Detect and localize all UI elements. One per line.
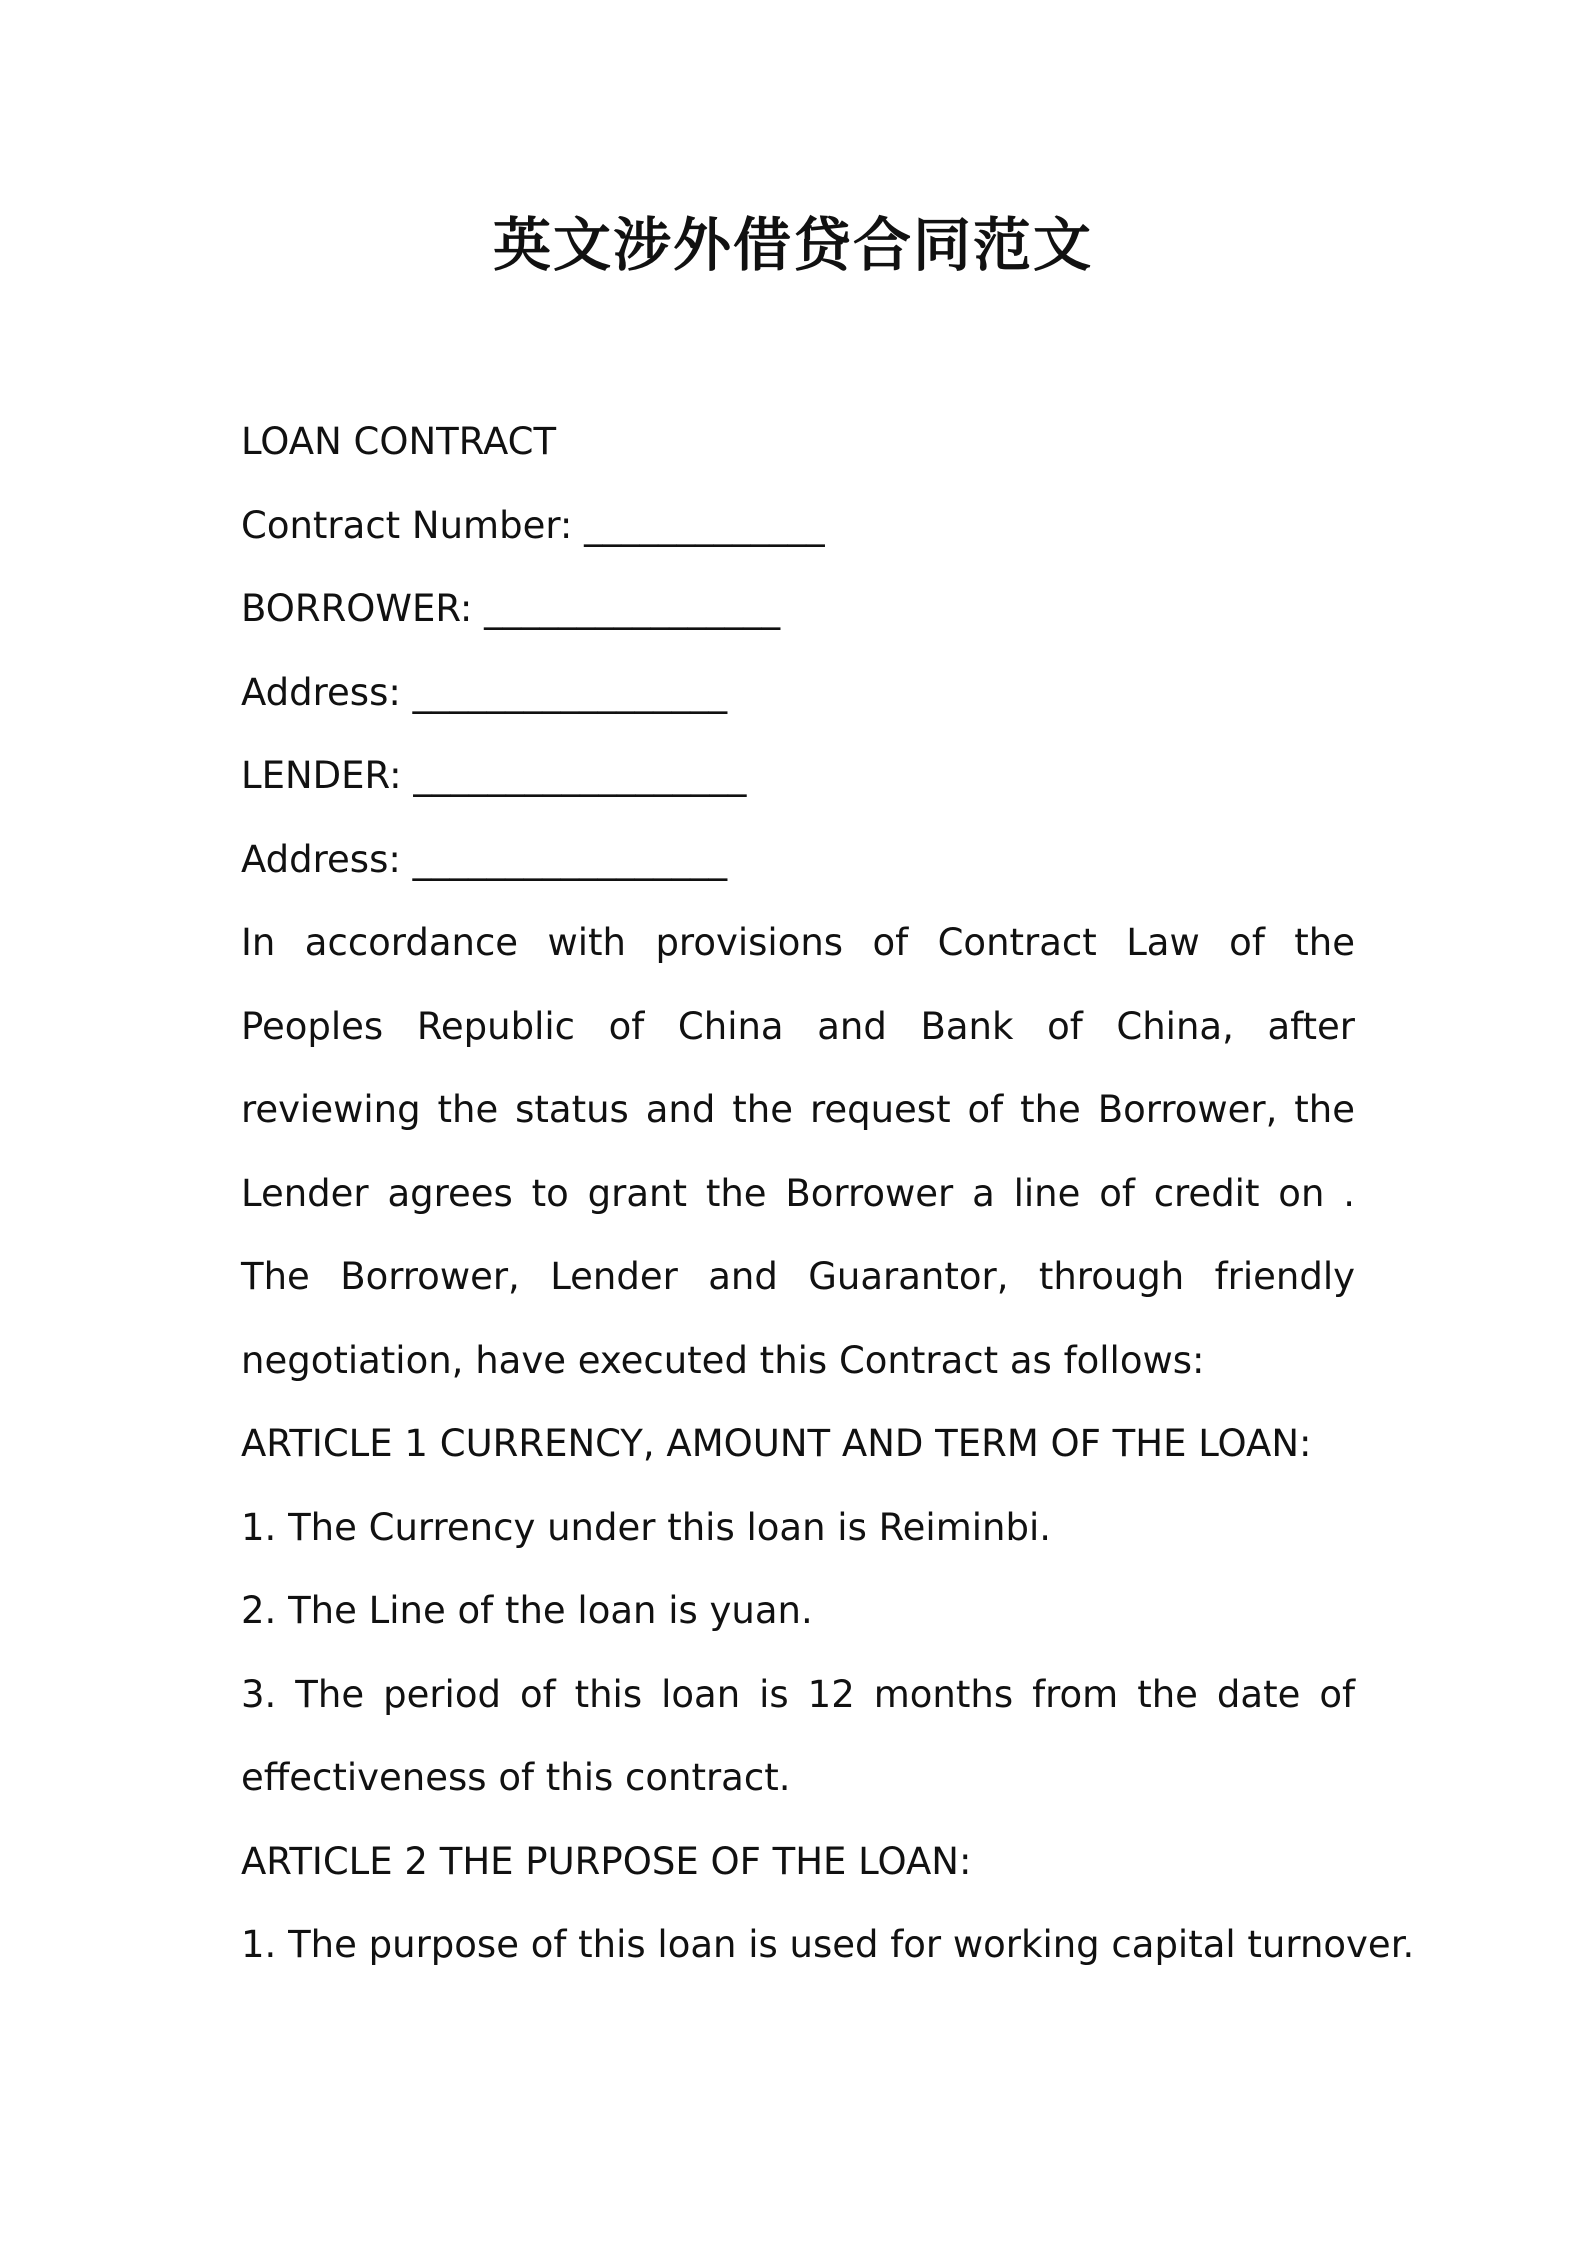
document-body xyxy=(241,400,1415,1987)
contract-number-line: Contract Number: _____________ xyxy=(241,503,825,547)
document-title: 英文涉外借贷合同范文 xyxy=(492,211,1093,279)
contract-heading: LOAN CONTRACT xyxy=(241,420,557,463)
article-2-heading: ARTICLE 2 THE PURPOSE OF THE LOAN: xyxy=(241,1839,972,1883)
lender-address-line: Address: _________________ xyxy=(241,837,728,881)
article-1-item-2: 2. The Line of the loan is yuan. xyxy=(241,1589,813,1632)
borrower-address-line: Address: _________________ xyxy=(241,670,728,714)
article-1-item-3: 3. The period of this loan is 12 months from the date of effectiveness of this contract. xyxy=(241,1672,1355,1799)
borrower-line: BORROWER: ________________ xyxy=(241,587,781,630)
article-2-item-1: 1. The purpose of this loan is used for working capital turnover. xyxy=(241,1923,1415,1966)
article-1-item-1: 1. The Currency under this loan is Reiminbi. xyxy=(241,1505,1052,1549)
article-1-heading: ARTICLE 1 CURRENCY, AMOUNT AND TERM OF THE LOAN: xyxy=(241,1422,1312,1465)
intro-paragraph: In accordance with provisions of Contract Law of the Peoples Republic of China and Bank of China, after reviewing the status and the request of the Borrower, the Lender agrees to grant the Borrower a line of credit on . The Borrower, Lender and Guarantor, through friendly negotiation, have executed this Contract as follows: xyxy=(241,921,1355,1382)
lender-line: LENDER: __________________ xyxy=(241,754,747,797)
